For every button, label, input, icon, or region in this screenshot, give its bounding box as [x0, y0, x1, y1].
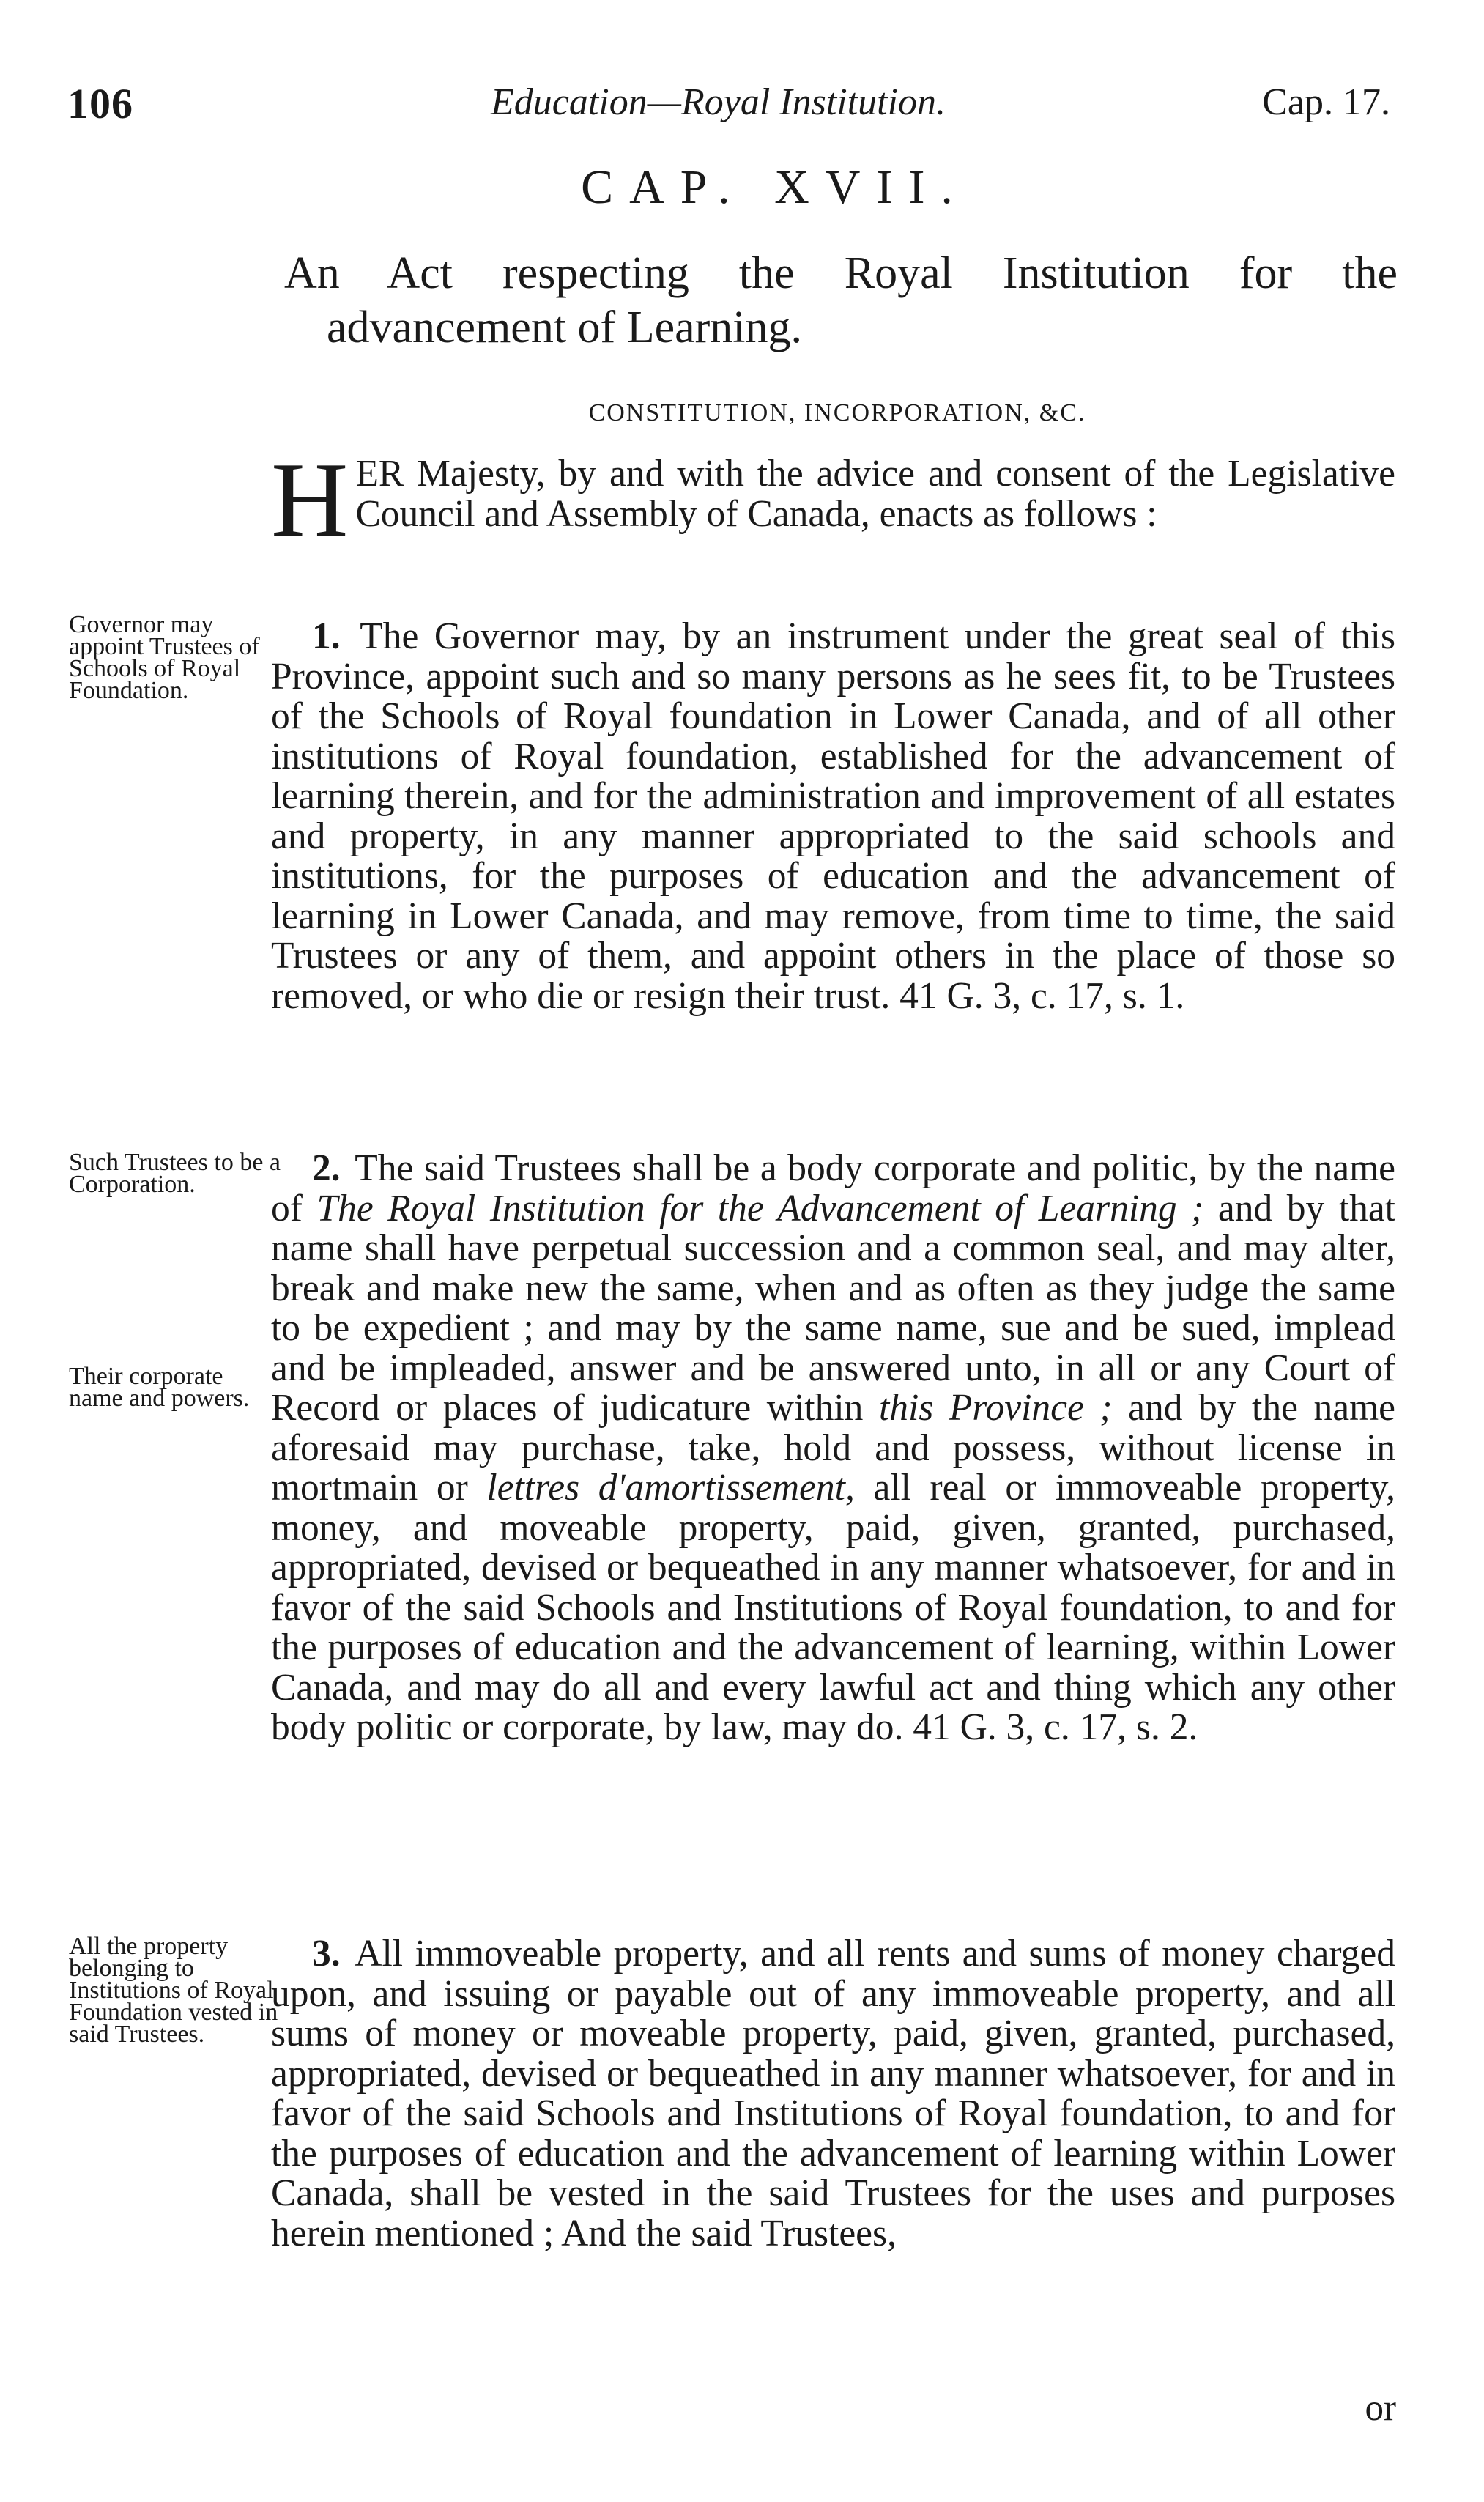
- page-number: 106: [67, 80, 133, 127]
- act-title-line-1: An Act respecting the Royal Institution for the: [284, 248, 1398, 298]
- section-3-number: 3.: [312, 1933, 341, 1974]
- section-3: [271, 1934, 1395, 2254]
- margin-note-1: Governor may appoint Trustees of Schools of Royal Foundation.: [69, 611, 260, 704]
- margin-note-4: All the property belonging to Institutions of Royal Foundation vested in said Trustees.: [69, 1933, 278, 2048]
- section-2-text-b: and by that name shall have perpetual succession and a common seal, and may alter, break and make new the same, when and as often as they judge the same to be expedient ; and may by the same name, sue and be sued, implead and be impleaded, answer and be answered unto, in all or any Court of Record or places of judicature within: [271, 1187, 1395, 1429]
- section-2-italic-name: The Royal Institution for the Advancement of Learning ;: [316, 1187, 1204, 1229]
- running-title: Education—Royal Institution.: [491, 81, 946, 123]
- section-heading-text: CONSTITUTION, INCORPORATION, &C.: [588, 399, 1086, 426]
- margin-note-2: Such Trustees to be a Corporation.: [69, 1149, 281, 1198]
- section-2-text-d: all real or immoveable property, money, and moveable property, paid, given, granted, purchased, appropriated, devised or bequeathed in any manner whatsoever, for and in favor of the said Schools and Institutions of Royal foundation, to and for the purposes of education and the advancement of learning, within Lower Canada, and may do all and every lawful act and thing which any other body politic or corporate, by law, may do. 41 G. 3, c. 17, s. 2.: [271, 1467, 1395, 1748]
- section-2-text-c: and by the name aforesaid may purchase, take, hold and possess, without license in mortmain or: [271, 1387, 1396, 1509]
- chapter-heading: CAP. XVII.: [581, 160, 969, 214]
- section-1-text: The Governor may, by an instrument under the great seal of this Province, appoint such and so many persons as he sees fit, to be Trustees of the Schools of Royal foundation in Lower Canada, and of all other institutions of Royal foundation, established for the advancement of learning therein, and for the administration and improvement of all estates and property, in any manner appropriated to the said schools and institutions, for the purposes of education and the advancement of learning in Lower Canada, and may remove, from time to time, the said Trustees or any of them, and appoint others in the place of those so removed, or who die or resign their trust. 41 G. 3, c. 17, s. 1.: [271, 615, 1395, 1017]
- section-1-number: 1.: [312, 615, 341, 657]
- section-3-text: All immoveable property, and all rents and sums of money charged upon, and issuing or payable out of any immoveable property, and all sums of money or moveable property, paid, given, granted, purchased, appropriated, devised or bequeathed in any manner whatsoever, for and in favor of the said Schools and Institutions of Royal foundation, to and for the purposes of education and the advancement of learning within Lower Canada, shall be vested in the said Trustees for the uses and purposes herein mentioned ; And the said Trustees,: [271, 1933, 1395, 2254]
- section-2-italic-lettres: lettres d'amortissement,: [486, 1467, 855, 1509]
- act-title-line-2: advancement of Learning.: [327, 303, 802, 352]
- margin-note-3: Their corporate name and powers.: [69, 1363, 250, 1412]
- preamble: [271, 440, 1395, 559]
- act-title: [284, 246, 1398, 355]
- catchword: or: [1365, 2388, 1396, 2429]
- section-2-number: 2.: [312, 1147, 341, 1189]
- section-1: [271, 617, 1395, 1016]
- section-2-text-a: The said Trustees shall be a body corporate and politic, by the name of: [271, 1147, 1395, 1229]
- drop-cap: H: [271, 440, 349, 559]
- section-heading: [0, 399, 1484, 427]
- section-2: [271, 1149, 1395, 1748]
- section-2-italic-province: this Province ;: [878, 1387, 1113, 1429]
- running-chapter: Cap. 17.: [1262, 81, 1390, 123]
- preamble-text: ER Majesty, by and with the advice and consent of the Legislative Council and Assembly of Canada, enacts as follows :: [355, 453, 1395, 535]
